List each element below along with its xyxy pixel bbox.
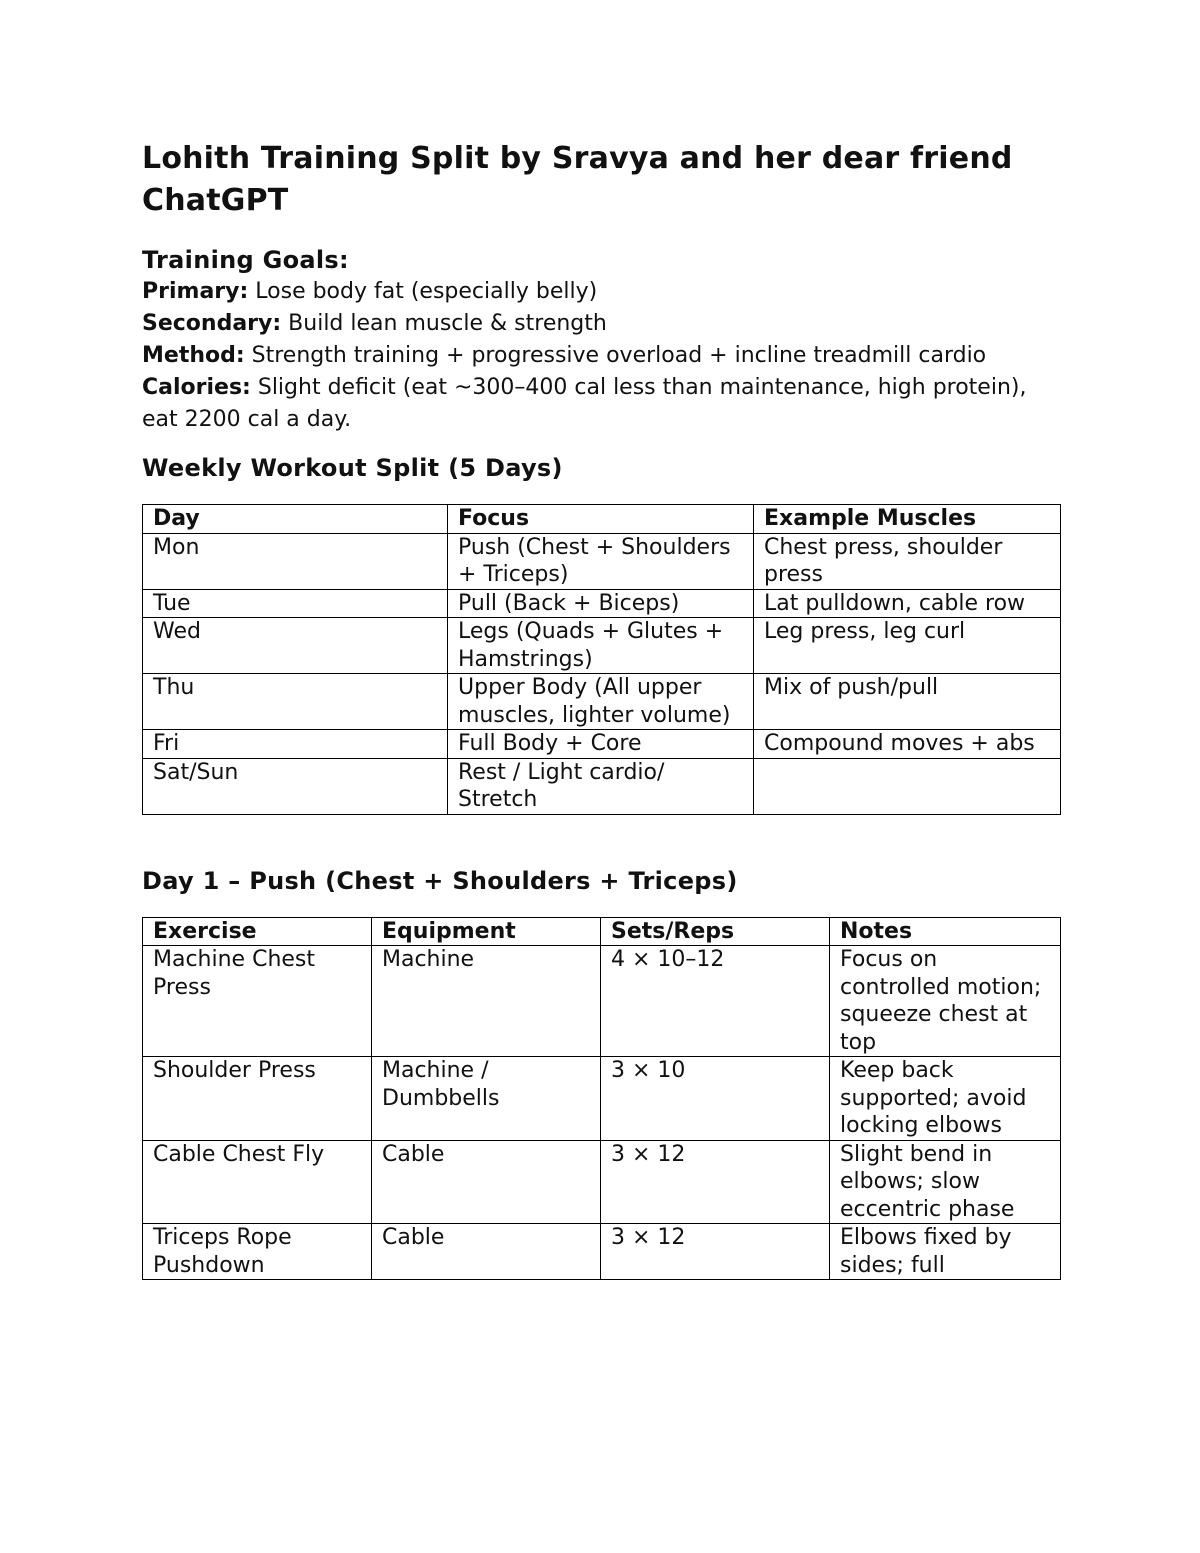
table-cell: Thu	[143, 674, 448, 730]
table-cell: Focus on controlled motion; squeeze chest at top	[830, 946, 1061, 1057]
column-header-focus: Focus	[448, 505, 754, 534]
table-cell: Cable Chest Fly	[143, 1140, 372, 1224]
table-cell: Cable	[372, 1140, 601, 1224]
calories-text: Slight deficit (eat ~300–400 cal less than maintenance, high protein), eat 2200 cal a day.	[142, 375, 1027, 432]
weekly-split-table	[142, 504, 1061, 815]
table-cell: Rest / Light cardio/ Stretch	[448, 758, 754, 814]
method-label: Method:	[142, 343, 245, 368]
table-cell: 3 × 12	[601, 1140, 830, 1224]
table-cell: Push (Chest + Shoulders + Triceps)	[448, 533, 754, 589]
weekly-split-heading: Weekly Workout Split (5 Days)	[142, 454, 563, 482]
table-cell: Sat/Sun	[143, 758, 448, 814]
column-header-day: Day	[143, 505, 448, 534]
table-row	[143, 618, 1061, 674]
table-row	[143, 730, 1061, 759]
table-cell: Leg press, leg curl	[754, 618, 1061, 674]
table-cell: Cable	[372, 1224, 601, 1280]
table-cell	[754, 758, 1061, 814]
training-goals-heading: Training Goals:	[142, 246, 349, 274]
secondary-goal	[142, 308, 1060, 340]
table-cell: Tue	[143, 589, 448, 618]
table-cell: Machine / Dumbbells	[372, 1057, 601, 1141]
table-cell: Keep back supported; avoid locking elbows	[830, 1057, 1061, 1141]
primary-label: Primary:	[142, 279, 249, 304]
table-header-row	[143, 917, 1061, 946]
column-header-sets-reps: Sets/Reps	[601, 917, 830, 946]
secondary-label: Secondary:	[142, 311, 282, 336]
table-row	[143, 1140, 1061, 1224]
primary-goal	[142, 276, 1060, 308]
document-page	[142, 138, 1060, 1280]
table-cell: 4 × 10–12	[601, 946, 830, 1057]
table-cell: Chest press, shoulder press	[754, 533, 1061, 589]
document-title: Lohith Training Split by Sravya and her dear friend ChatGPT	[142, 141, 1013, 218]
table-cell: Upper Body (All upper muscles, lighter volume)	[448, 674, 754, 730]
table-cell: 3 × 10	[601, 1057, 830, 1141]
calories-goal	[142, 372, 1060, 436]
method-goal	[142, 340, 1060, 372]
table-cell: Compound moves + abs	[754, 730, 1061, 759]
table-row	[143, 1224, 1061, 1280]
table-cell: Machine Chest Press	[143, 946, 372, 1057]
table-cell: Mon	[143, 533, 448, 589]
table-row	[143, 674, 1061, 730]
table-header-row	[143, 505, 1061, 534]
table-row	[143, 758, 1061, 814]
table-cell: Pull (Back + Biceps)	[448, 589, 754, 618]
table-cell: Shoulder Press	[143, 1057, 372, 1141]
table-cell: Fri	[143, 730, 448, 759]
table-row	[143, 533, 1061, 589]
column-header-equipment: Equipment	[372, 917, 601, 946]
table-row	[143, 1057, 1061, 1141]
primary-text: Lose body fat (especially belly)	[248, 279, 598, 304]
table-cell: Triceps Rope Pushdown	[143, 1224, 372, 1280]
table-cell: Full Body + Core	[448, 730, 754, 759]
table-cell: Machine	[372, 946, 601, 1057]
calories-label: Calories:	[142, 375, 251, 400]
table-cell: Slight bend in elbows; slow eccentric phase	[830, 1140, 1061, 1224]
column-header-notes: Notes	[830, 917, 1061, 946]
table-row	[143, 946, 1061, 1057]
day1-exercise-table	[142, 917, 1061, 1281]
table-cell: 3 × 12	[601, 1224, 830, 1280]
method-text: Strength training + progressive overload + incline treadmill cardio	[244, 343, 987, 368]
day1-heading: Day 1 – Push (Chest + Shoulders + Triceps)	[142, 866, 738, 895]
table-cell: Legs (Quads + Glutes + Hamstrings)	[448, 618, 754, 674]
table-cell: Mix of push/pull	[754, 674, 1061, 730]
table-cell: Lat pulldown, cable row	[754, 589, 1061, 618]
table-cell: Elbows fixed by sides; full	[830, 1224, 1061, 1280]
table-cell: Wed	[143, 618, 448, 674]
column-header-example-muscles: Example Muscles	[754, 505, 1061, 534]
secondary-text: Build lean muscle & strength	[281, 311, 607, 336]
table-row	[143, 589, 1061, 618]
column-header-exercise: Exercise	[143, 917, 372, 946]
